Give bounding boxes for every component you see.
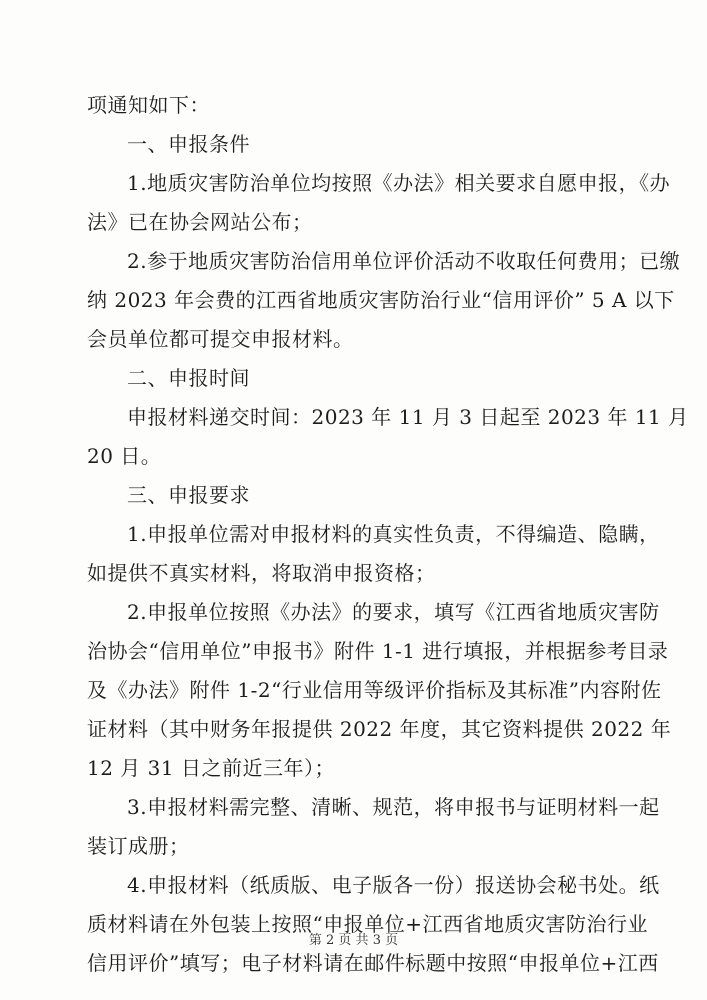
section-heading: 二、申报时间	[127, 366, 250, 390]
section-heading: 三、申报要求	[127, 483, 250, 507]
text-line: 信用评价”填写；电子材料请在邮件标题中按照“申报单位+江西	[87, 951, 659, 975]
text-line: 质材料请在外包装上按照“申报单位+江西省地质灾害防治行业	[87, 912, 648, 936]
text-line: 会员单位都可提交申报材料。	[87, 327, 354, 351]
text-line: 如提供不真实材料，将取消申报资格；	[87, 561, 436, 585]
text-line: 纳 2023 年会费的江西省地质灾害防治行业“信用评价” 5 A 以下	[87, 288, 675, 312]
text-line: 1.申报单位需对申报材料的真实性负责，不得编造、隐瞒，	[127, 522, 660, 546]
text-line: 1.地质灾害防治单位均按照《办法》相关要求自愿申报，《办	[127, 171, 671, 195]
text-line: 12 月 31 日之前近三年）；	[87, 756, 335, 780]
text-line: 装订成册；	[87, 834, 190, 858]
text-line: 证材料（其中财务年报提供 2022 年度，其它资料提供 2022 年	[87, 717, 672, 741]
text-line: 申报材料递交时间：2023 年 11 月 3 日起至 2023 年 11 月	[127, 405, 689, 429]
text-line: 2.参于地质灾害防治信用单位评价活动不收取任何费用；已缴	[127, 249, 681, 273]
text-line: 2.申报单位按照《办法》的要求，填写《江西省地质灾害防	[127, 600, 660, 624]
section-heading: 一、申报条件	[127, 132, 250, 156]
page-number-footer: 第 2 页 共 3 页	[308, 933, 399, 948]
text-line: 4.申报材料（纸质版、电子版各一份）报送协会秘书处。纸	[127, 873, 660, 897]
text-line: 法》已在协会网站公布；	[87, 210, 313, 234]
text-line: 项通知如下：	[87, 93, 210, 117]
text-line: 20 日。	[87, 444, 162, 468]
text-line: 治协会“信用单位”申报书》附件 1-1 进行填报，并根据参考目录	[87, 639, 669, 663]
text-line: 及《办法》附件 1-2“行业信用等级评价指标及其标准”内容附佐	[87, 678, 662, 702]
text-line: 3.申报材料需完整、清晰、规范，将申报书与证明材料一起	[127, 795, 660, 819]
